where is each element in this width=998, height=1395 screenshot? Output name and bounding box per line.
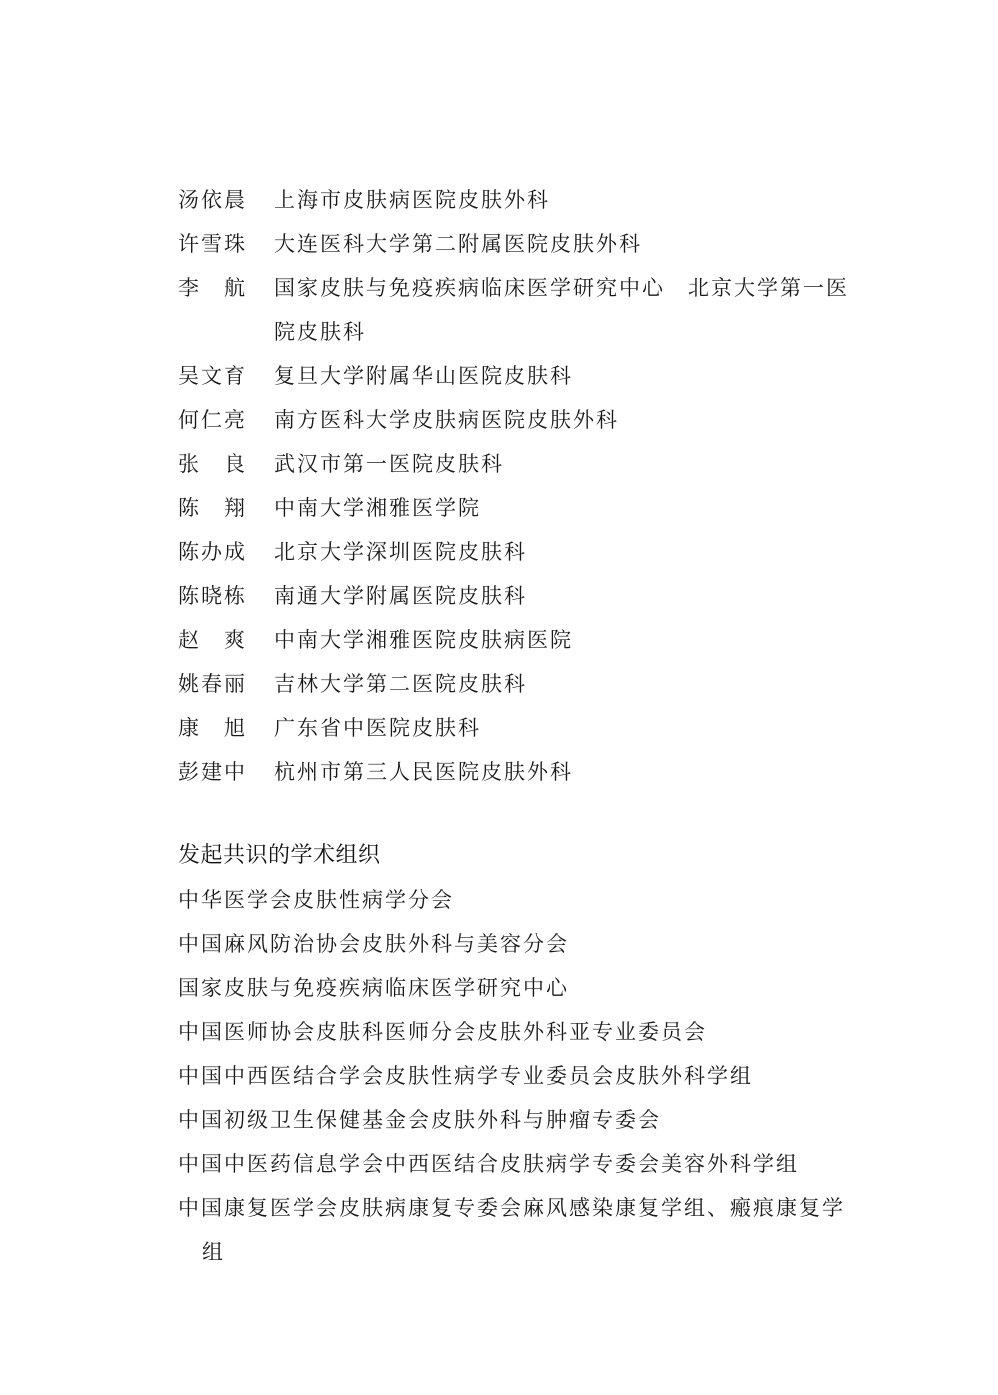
author-affiliation: 上海市皮肤病医院皮肤外科 xyxy=(274,188,550,212)
author-row xyxy=(178,486,858,530)
author-row xyxy=(178,662,858,706)
author-affiliation: 南通大学附属医院皮肤科 xyxy=(274,584,527,608)
author-name: 陈晓栋 xyxy=(178,584,247,608)
author-row xyxy=(178,618,858,662)
author-affiliation: 复旦大学附属华山医院皮肤科 xyxy=(274,364,573,388)
author-row xyxy=(178,266,858,354)
author-row xyxy=(178,750,858,794)
author-row xyxy=(178,706,858,750)
author-name: 张 良 xyxy=(178,452,247,476)
author-row xyxy=(178,222,858,266)
author-affiliation: 中南大学湘雅医院皮肤病医院 xyxy=(274,628,573,652)
author-name: 赵 爽 xyxy=(178,628,247,652)
author-affiliation: 国家皮肤与免疫疾病临床医学研究中心 北京大学第一医院皮肤科 xyxy=(274,276,849,344)
author-name: 何仁亮 xyxy=(178,408,247,432)
author-row xyxy=(178,574,858,618)
organization-item: 中国医师协会皮肤科医师分会皮肤外科亚专业委员会 xyxy=(178,1020,707,1044)
organization-list xyxy=(178,878,858,1274)
author-name: 李 航 xyxy=(178,276,247,300)
organization-item: 中华医学会皮肤性病学分会 xyxy=(178,888,454,912)
organization-item: 中国中西医结合学会皮肤性病学专业委员会皮肤外科学组 xyxy=(178,1064,753,1088)
author-affiliation: 武汉市第一医院皮肤科 xyxy=(274,452,504,476)
section-title: 发起共识的学术组织 xyxy=(178,843,381,868)
author-affiliation: 大连医科大学第二附属医院皮肤外科 xyxy=(274,232,642,256)
author-affiliation: 中南大学湘雅医学院 xyxy=(274,496,481,520)
author-name: 姚春丽 xyxy=(178,672,247,696)
author-list xyxy=(178,178,858,794)
organization-item: 中国初级卫生保健基金会皮肤外科与肿瘤专委会 xyxy=(178,1108,661,1132)
organization-item: 中国中医药信息学会中西医结合皮肤病学专委会美容外科学组 xyxy=(178,1152,799,1176)
author-name: 许雪珠 xyxy=(178,232,247,256)
author-row xyxy=(178,178,858,222)
author-name: 汤依晨 xyxy=(178,188,247,212)
author-affiliation: 吉林大学第二医院皮肤科 xyxy=(274,672,527,696)
author-name: 康 旭 xyxy=(178,716,247,740)
author-row xyxy=(178,354,858,398)
author-row xyxy=(178,442,858,486)
author-affiliation: 南方医科大学皮肤病医院皮肤外科 xyxy=(274,408,619,432)
author-name: 陈办成 xyxy=(178,540,247,564)
organization-item: 中国麻风防治协会皮肤外科与美容分会 xyxy=(178,932,569,956)
author-row xyxy=(178,398,858,442)
author-affiliation: 广东省中医院皮肤科 xyxy=(274,716,481,740)
organization-item: 中国康复医学会皮肤病康复专委会麻风感染康复学组、瘢痕康复学组 xyxy=(178,1196,845,1264)
author-name: 陈 翔 xyxy=(178,496,247,520)
organization-item: 国家皮肤与免疫疾病临床医学研究中心 xyxy=(178,976,569,1000)
author-affiliation: 杭州市第三人民医院皮肤外科 xyxy=(274,760,573,784)
author-row xyxy=(178,530,858,574)
author-affiliation: 北京大学深圳医院皮肤科 xyxy=(274,540,527,564)
author-name: 彭建中 xyxy=(178,760,247,784)
author-name: 吴文育 xyxy=(178,364,247,388)
